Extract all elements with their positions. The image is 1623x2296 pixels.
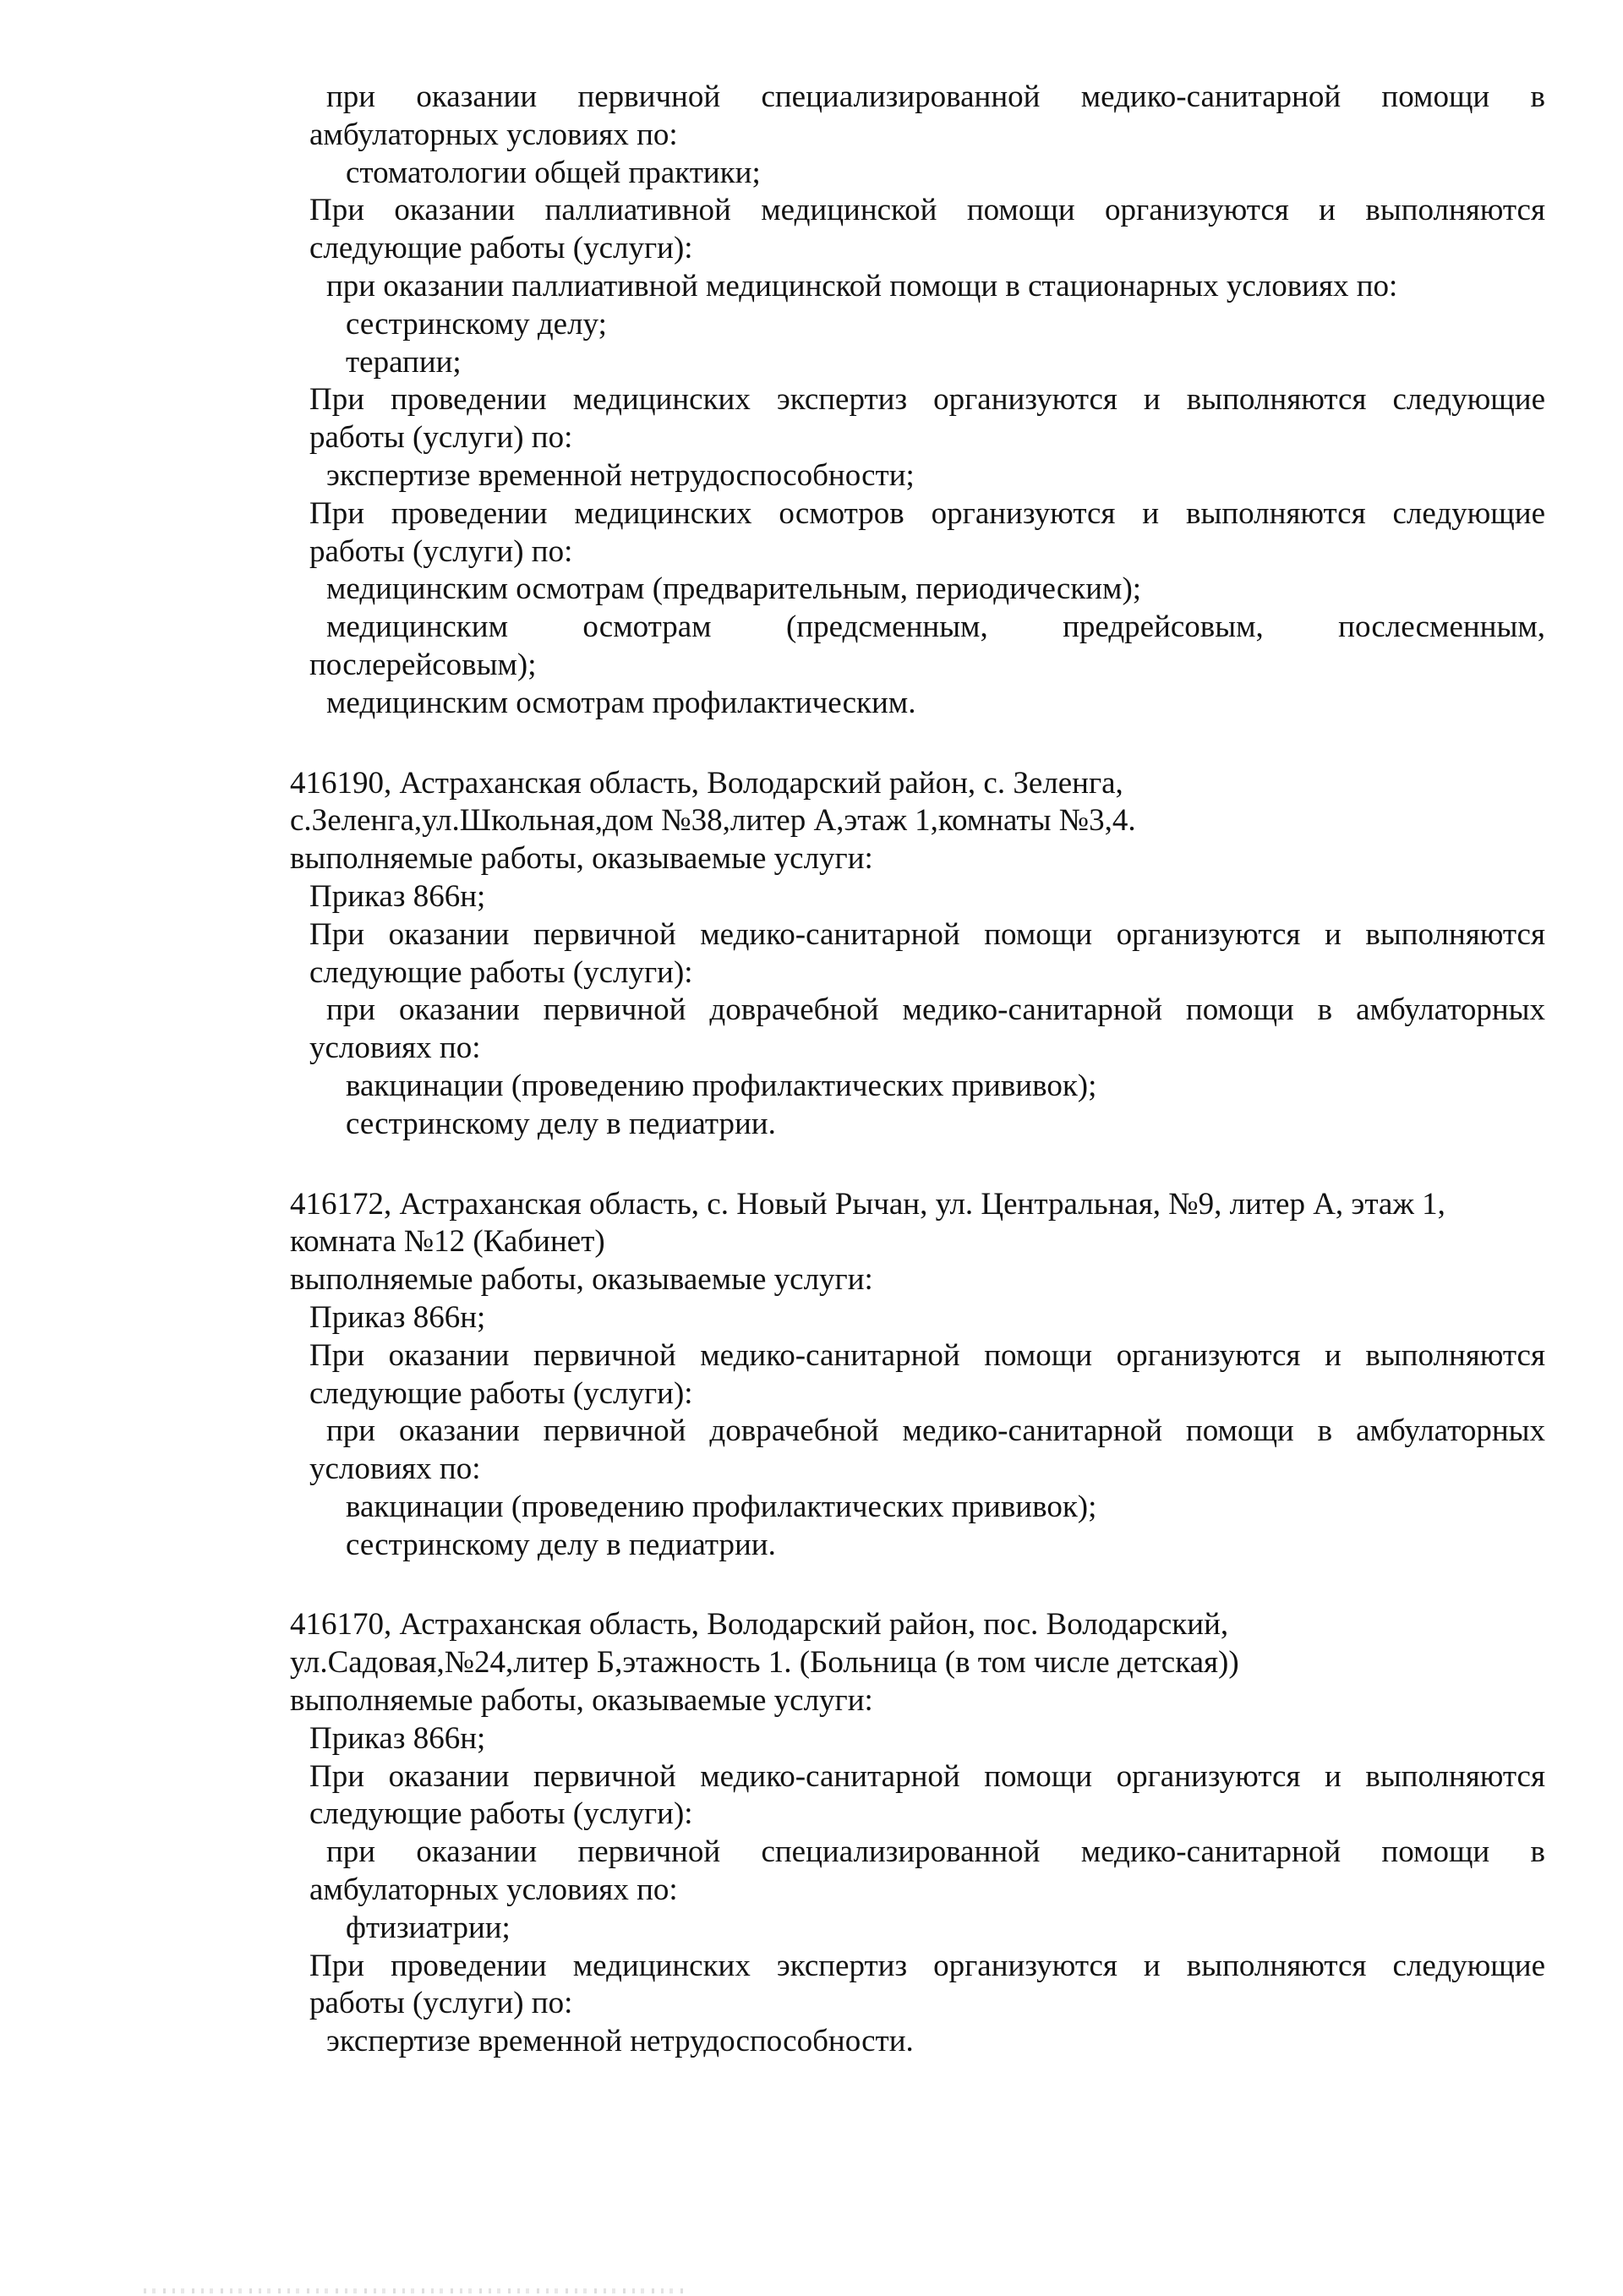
text-line: медицинским осмотрам профилактическим. bbox=[326, 685, 916, 720]
text-line: при оказании паллиативной медицинской помощи в стационарных условиях по: bbox=[326, 268, 1398, 303]
text-line: экспертизе временной нетрудоспособности; bbox=[326, 457, 915, 493]
text-line: Приказ 866н; bbox=[309, 1720, 486, 1756]
section-416172 bbox=[0, 1186, 1545, 1565]
text-line: При оказании паллиативной медицинской помощи организуются и выполняются bbox=[309, 193, 1545, 228]
text-line: следующие работы (услуги): bbox=[309, 1375, 693, 1411]
text-line: сестринскому делу; bbox=[346, 306, 607, 342]
text-line: Приказ 866н; bbox=[309, 878, 486, 914]
text-line: при оказании первичной доврачебной медико-санитарной помощи в амбулаторных bbox=[326, 1413, 1545, 1449]
text-line: следующие работы (услуги): bbox=[309, 231, 693, 266]
text-line: При оказании первичной медико-санитарной помощи организуются и выполняются bbox=[309, 1758, 1545, 1794]
address-line: 416172, Астраханская область, с. Новый Рычан, ул. Центральная, №9, литер А, этаж 1, bbox=[290, 1186, 1445, 1222]
text-line: экспертизе временной нетрудоспособности. bbox=[326, 2024, 914, 2059]
text-line: работы (услуги) по: bbox=[309, 420, 573, 456]
text-line: медицинским осмотрам (предсменным, предрейсовым, послесменным, bbox=[326, 610, 1545, 645]
text-line: амбулаторных условиях по: bbox=[309, 1872, 678, 1908]
address-line: 416190, Астраханская область, Володарский район, с. Зеленга, bbox=[290, 765, 1123, 801]
text-line: При проведении медицинских осмотров организуются и выполняются следующие bbox=[309, 495, 1545, 531]
text-line: сестринскому делу в педиатрии. bbox=[346, 1527, 776, 1562]
text-line: При проведении медицинских экспертиз организуются и выполняются следующие bbox=[309, 1948, 1545, 1983]
text-line: при оказании первичной специализированной медико-санитарной помощи в bbox=[326, 79, 1545, 114]
text-line: терапии; bbox=[346, 344, 462, 380]
text-line: работы (услуги) по: bbox=[309, 1986, 573, 2021]
text-line: условиях по: bbox=[309, 1030, 481, 1066]
text-line: При оказании первичной медико-санитарной помощи организуются и выполняются bbox=[309, 1337, 1545, 1373]
clipped-next-line-fragment bbox=[144, 2288, 685, 2293]
address-line: 416170, Астраханская область, Володарский район, пос. Володарский, bbox=[290, 1607, 1229, 1643]
section-works-continued bbox=[0, 79, 1545, 723]
text-line: следующие работы (услуги): bbox=[309, 954, 693, 990]
address-line: выполняемые работы, оказываемые услуги: bbox=[290, 1262, 873, 1298]
section-416170 bbox=[0, 1606, 1545, 2061]
address-line: выполняемые работы, оказываемые услуги: bbox=[290, 841, 873, 877]
text-line: следующие работы (услуги): bbox=[309, 1796, 693, 1832]
text-line: при оказании первичной специализированной медико-санитарной помощи в bbox=[326, 1834, 1545, 1870]
text-line: вакцинации (проведению профилактических прививок); bbox=[346, 1489, 1097, 1524]
text-line: При проведении медицинских экспертиз организуются и выполняются следующие bbox=[309, 382, 1545, 418]
text-line: медицинским осмотрам (предварительным, периодическим); bbox=[326, 571, 1142, 607]
text-line: стоматологии общей практики; bbox=[346, 155, 761, 190]
section-416190 bbox=[0, 765, 1545, 1144]
text-line: вакцинации (проведению профилактических прививок); bbox=[346, 1068, 1097, 1103]
text-line: При оказании первичной медико-санитарной помощи организуются и выполняются bbox=[309, 916, 1545, 952]
address-line: выполняемые работы, оказываемые услуги: bbox=[290, 1683, 873, 1719]
address-line: с.Зеленга,ул.Школьная,дом №38,литер А,этаж 1,комнаты №3,4. bbox=[290, 803, 1136, 839]
text-line: работы (услуги) по: bbox=[309, 533, 573, 569]
text-line: Приказ 866н; bbox=[309, 1299, 486, 1335]
text-line: при оказании первичной доврачебной медико-санитарной помощи в амбулаторных bbox=[326, 992, 1545, 1028]
text-line: послерейсовым); bbox=[309, 647, 537, 682]
text-line: условиях по: bbox=[309, 1451, 481, 1487]
text-line: фтизиатрии; bbox=[346, 1910, 511, 1945]
text-line: амбулаторных условиях по: bbox=[309, 117, 678, 152]
address-line: комната №12 (Кабинет) bbox=[290, 1224, 605, 1260]
text-line: сестринскому делу в педиатрии. bbox=[346, 1106, 776, 1141]
address-line: ул.Садовая,№24,литер Б,этажность 1. (Больница (в том числе детская)) bbox=[290, 1645, 1239, 1681]
